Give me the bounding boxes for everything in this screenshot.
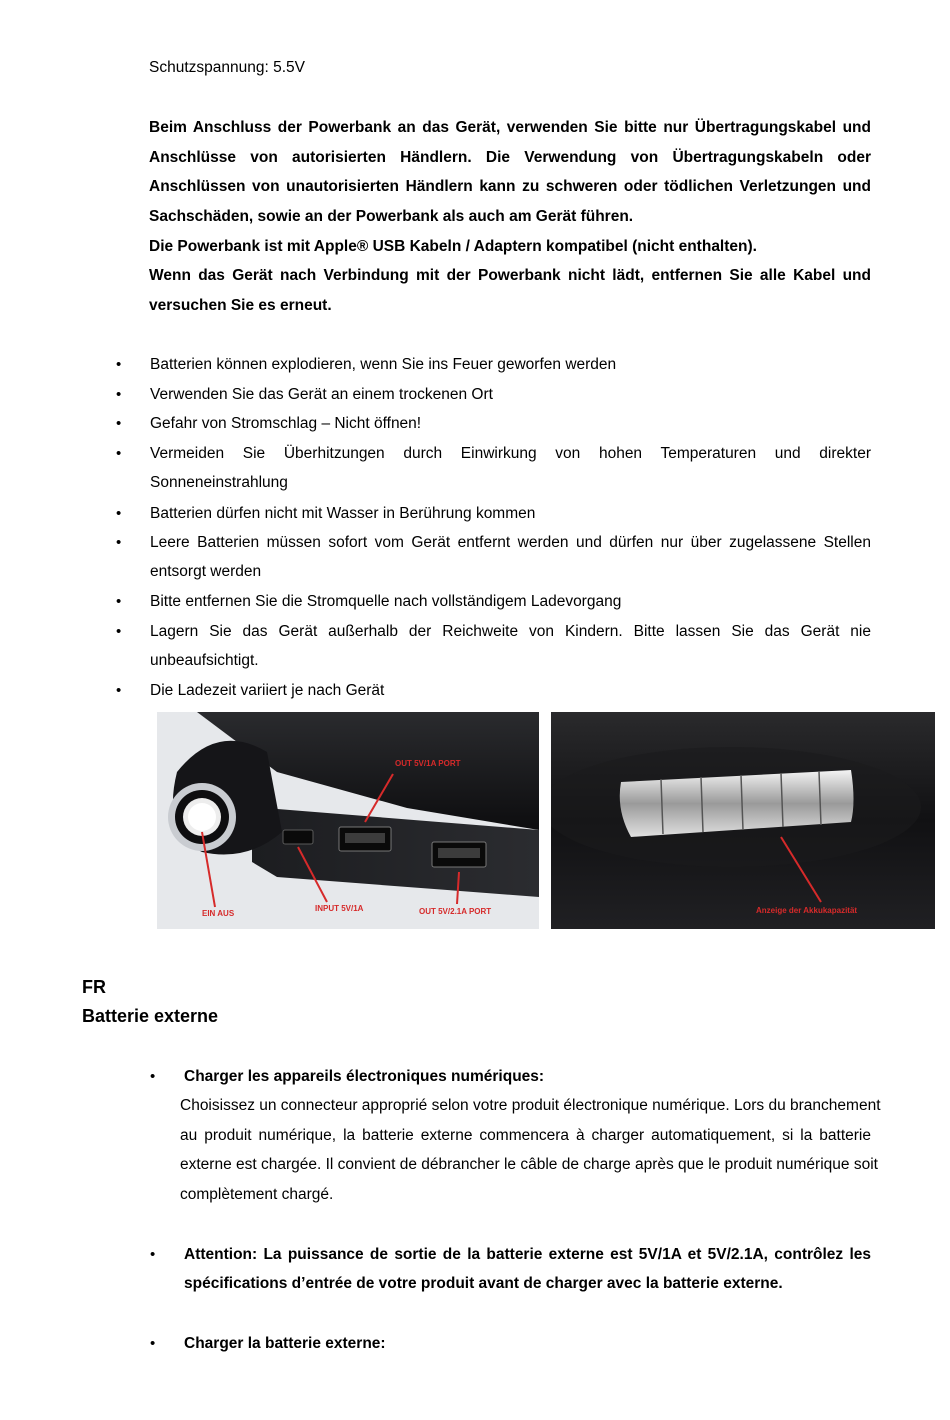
warning-line: Anschlüsse von autorisierten Händlern. Die Verwendung von Übertragungskabeln oder [149, 149, 871, 166]
warning-line: Anschlüssen von unautorisierten Händlern kann zu schweren oder tödlichen Verletzungen und [149, 178, 871, 195]
bullet-dot: • [150, 1246, 156, 1263]
list-item: Verwenden Sie das Gerät an einem trockenen Ort [150, 386, 493, 403]
bullet-dot: • [116, 415, 122, 432]
warning-line: Beim Anschluss der Powerbank an das Gerät, verwenden Sie bitte nur Übertragungskabel und [149, 119, 871, 136]
out-21a-port-label: OUT 5V/2.1A PORT [419, 907, 492, 916]
list-item: Gefahr von Stromschlag – Nicht öffnen! [150, 415, 422, 432]
list-item-continuation: entsorgt werden [150, 563, 262, 580]
fr-charge-battery-title: Charger la batterie externe: [184, 1335, 386, 1352]
protection-voltage-line: Schutzspannung: 5.5V [149, 59, 305, 76]
power-button-label: EIN AUS [202, 909, 235, 918]
powerbank-ports-illustration [157, 712, 539, 929]
warning-line: Sachschäden, sowie an der Powerbank als auch am Gerät führen. [149, 208, 634, 225]
list-item-continuation: unbeaufsichtigt. [150, 652, 259, 669]
section-title: Batterie externe [82, 1006, 219, 1026]
list-item: Lagern Sie das Gerät außerhalb der Reichweite von Kindern. Bitte lassen Sie das Gerät nie [150, 623, 871, 640]
fr-attention-line: Attention: La puissance de sortie de la batterie externe est 5V/1A et 5V/2.1A, contrôlez les [184, 1246, 871, 1263]
out-1a-port-label: OUT 5V/1A PORT [395, 759, 461, 768]
warning-line: Wenn das Gerät nach Verbindung mit der Powerbank nicht lädt, entfernen Sie alle Kabel und [149, 267, 871, 284]
fr-charge-devices-title: Charger les appareils électroniques numériques: [184, 1068, 545, 1085]
bullet-dot: • [116, 534, 122, 551]
bullet-dot: • [116, 623, 122, 640]
bullet-dot: • [150, 1335, 156, 1352]
capacity-indicator-photo [551, 712, 935, 929]
list-item: Batterien dürfen nicht mit Wasser in Berührung kommen [150, 505, 536, 522]
list-item-continuation: Sonneneinstrahlung [150, 474, 288, 491]
fr-attention-line: spécifications d’entrée de votre produit avant de charger avec la batterie externe. [184, 1275, 783, 1292]
capacity-indicator-label: Anzeige der Akkukapazität [756, 906, 858, 915]
bullet-dot: • [116, 386, 122, 403]
language-heading: FR [82, 977, 106, 997]
list-item: Batterien können explodieren, wenn Sie ins Feuer geworfen werden [150, 356, 617, 373]
list-item: Vermeiden Sie Überhitzungen durch Einwirkung von hohen Temperaturen und direkter [150, 445, 871, 462]
powerbank-ports-photo [157, 712, 539, 929]
warning-line: versuchen Sie es erneut. [149, 297, 332, 314]
paragraph-line: Choisissez un connecteur approprié selon votre produit électronique numérique. Lors du branchement [180, 1097, 881, 1114]
bullet-dot: • [116, 593, 122, 610]
bullet-dot: • [116, 505, 122, 522]
list-item: Die Ladezeit variiert je nach Gerät [150, 682, 385, 699]
paragraph-line: au produit numérique, la batterie externe commencera à charger automatiquement, si la batterie [180, 1127, 871, 1144]
warning-line: Die Powerbank ist mit Apple® USB Kabeln / Adaptern kompatibel (nicht enthalten). [149, 238, 757, 255]
input-port-label: INPUT 5V/1A [315, 904, 364, 913]
bullet-dot: • [116, 356, 122, 373]
paragraph-line: complètement chargé. [180, 1186, 334, 1203]
list-item: Leere Batterien müssen sofort vom Gerät entfernt werden und dürfen nur über zugelassene Stellen [150, 534, 871, 551]
bullet-dot: • [116, 445, 122, 462]
capacity-indicator-illustration [551, 712, 935, 929]
list-item: Bitte entfernen Sie die Stromquelle nach vollständigem Ladevorgang [150, 593, 622, 610]
bullet-dot: • [150, 1068, 156, 1085]
bullet-dot: • [116, 682, 122, 699]
paragraph-line: externe est chargée. Il convient de débrancher le câble de charge après que le produit numérique soit [180, 1156, 878, 1173]
